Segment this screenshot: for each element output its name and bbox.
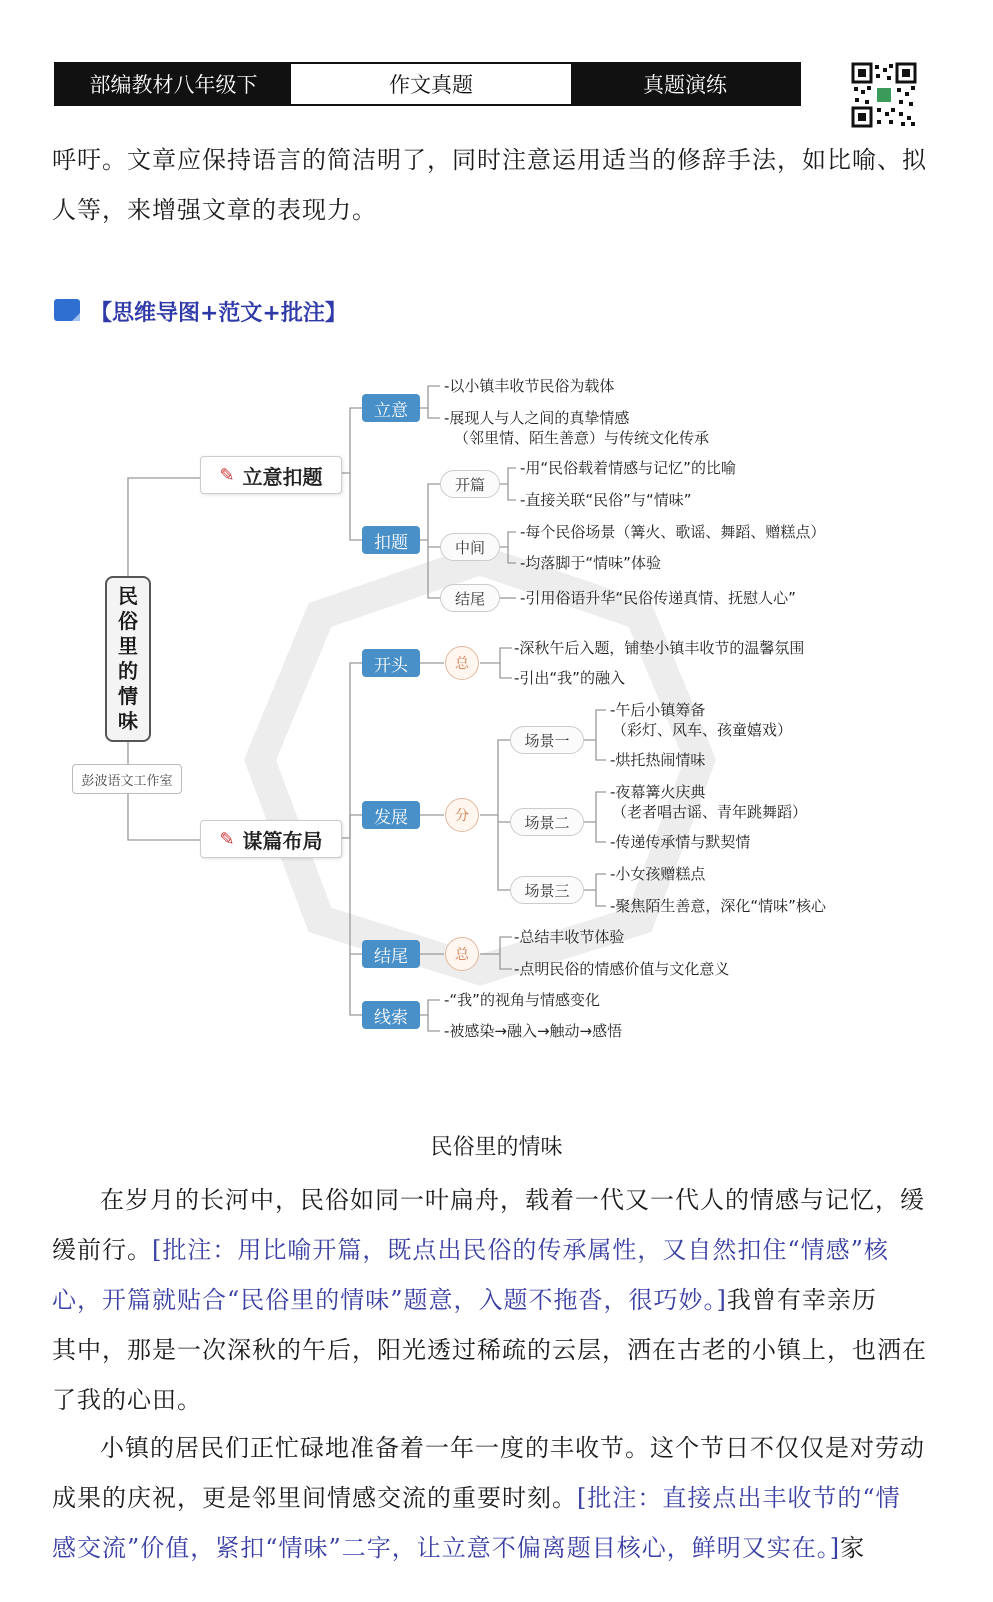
leaf: -用“民俗载着情感与记忆”的比喻: [520, 459, 736, 477]
category-label: 作文真题: [291, 64, 571, 104]
root-char: 情: [118, 684, 138, 708]
article-line: [52, 1380, 202, 1415]
article-text: 缓前行。: [52, 1236, 152, 1264]
leaf: -“我”的视角与情感变化: [444, 991, 600, 1009]
studio-label: 彭波语文工作室: [72, 764, 182, 794]
article-text: 我曾有幸亲历: [726, 1286, 877, 1314]
node-scene-3: 场景三: [510, 876, 584, 904]
node-label: 立意扣题: [242, 464, 323, 489]
intro-line: 呼吁。文章应保持语言的简洁明了，同时注意运用适当的修辞手法，如比喻、拟: [52, 146, 927, 174]
node-kaipian: 开篇: [440, 470, 500, 498]
node-kouti: 扣题: [362, 526, 420, 554]
leaf: （老者唱古谣、青年跳舞蹈）: [612, 803, 808, 821]
leaf: （邻里情、陌生善意）与传统文化传承: [454, 429, 710, 447]
leaf: -总结丰收节体验: [514, 928, 625, 946]
leaf: -均落脚于“情味”体验: [520, 554, 661, 572]
leaf: -引用俗语升华“民俗传递真情、抚慰人心”: [520, 589, 796, 607]
section-title: [52, 296, 347, 327]
root-char: 的: [118, 659, 138, 683]
pencil-icon: ✎: [219, 464, 235, 486]
qr-code-icon: [851, 62, 917, 128]
tag-fen: 分: [445, 798, 479, 832]
tag-zong: 总: [445, 937, 479, 971]
article-line: [52, 1478, 901, 1513]
node-moupian-buju: [200, 820, 342, 858]
intro-line: 人等，来增强文章的表现力。: [52, 196, 377, 224]
node-liyi-kouti: [200, 456, 342, 494]
leaf: -直接关联“民俗”与“情味”: [520, 491, 692, 509]
leaf: -烘托热闹情味: [610, 751, 706, 769]
practice-label: 真题演练: [571, 64, 799, 104]
node-xiansuo: 线索: [362, 1001, 420, 1029]
leaf: -每个民俗场景（篝火、歌谣、舞蹈、赠糕点）: [520, 523, 826, 541]
root-char: 味: [118, 709, 138, 733]
annotation-text: [批注：用比喻开篇，既点出民俗的传承属性，又自然扣住“情感”核: [152, 1236, 889, 1264]
leaf: -传递传承情与默契情: [610, 833, 751, 851]
article-line: [52, 1330, 927, 1365]
article-text: 在岁月的长河中，民俗如同一叶扁舟，载着一代又一代人的情感与记忆，缓: [100, 1186, 925, 1214]
article-title: 民俗里的情味: [430, 1135, 563, 1160]
pencil-icon: ✎: [219, 828, 235, 850]
mind-map: [0, 360, 993, 1080]
leaf: -聚焦陌生善意，深化“情味”核心: [610, 897, 826, 915]
node-kaitou: 开头: [362, 649, 420, 677]
annotation-text: 感交流”价值，紧扣“情味”二字，让立意不偏离题目核心，鲜明又实在。]: [52, 1534, 841, 1562]
mind-map-root: [105, 576, 151, 742]
node-scene-2: 场景二: [510, 808, 584, 836]
node-zhongjian: 中间: [440, 533, 500, 561]
leaf: -引出“我”的融入: [514, 669, 625, 687]
article-line: [52, 1280, 877, 1315]
leaf: -夜幕篝火庆典: [610, 783, 706, 801]
article-text: 成果的庆祝，更是邻里间情感交流的重要时刻。: [52, 1484, 577, 1512]
leaf: -小女孩赠糕点: [610, 865, 706, 883]
header-bar: [54, 62, 801, 106]
root-char: 俗: [118, 609, 138, 633]
annotation-text: [批注：直接点出丰收节的“情: [577, 1484, 901, 1512]
leaf: -深秋午后入题，铺垫小镇丰收节的温馨氛围: [514, 639, 805, 657]
root-char: 里: [118, 634, 138, 658]
leaf: -点明民俗的情感价值与文化意义: [514, 960, 730, 978]
node-label: 谋篇布局: [242, 828, 323, 853]
article-text: 了我的心田。: [52, 1386, 202, 1414]
leaf: -被感染→融入→触动→感悟: [444, 1022, 623, 1040]
leaf: （彩灯、风车、孩童嬉戏）: [612, 721, 793, 739]
section-title-text: 【思维导图+范文+批注】: [90, 301, 347, 326]
article-line: [100, 1428, 925, 1463]
leaf: -午后小镇筹备: [610, 701, 706, 719]
node-liyi: 立意: [362, 394, 420, 422]
root-char: 民: [118, 584, 138, 608]
node-jiewei-2: 结尾: [362, 940, 420, 968]
tag-zong: 总: [445, 646, 479, 680]
note-icon: [52, 297, 86, 327]
grade-label: 部编教材八年级下: [56, 64, 291, 104]
article-line: [100, 1180, 925, 1215]
node-jiewei: 结尾: [440, 584, 500, 612]
annotation-text: 心，开篇就贴合“民俗里的情味”题意，入题不拖沓，很巧妙。]: [52, 1286, 727, 1314]
article-text: 小镇的居民们正忙碌地准备着一年一度的丰收节。这个节日不仅仅是对劳动: [100, 1434, 925, 1462]
leaf: -展现人与人之间的真挚情感: [444, 409, 630, 427]
article-line: [52, 1528, 865, 1563]
node-fazhan: 发展: [362, 801, 420, 829]
article-text: 其中，那是一次深秋的午后，阳光透过稀疏的云层，洒在古老的小镇上，也洒在: [52, 1336, 927, 1364]
article-line: [52, 1230, 889, 1265]
node-scene-1: 场景一: [510, 726, 584, 754]
leaf: -以小镇丰收节民俗为载体: [444, 377, 615, 395]
article-text: 家: [840, 1534, 866, 1562]
